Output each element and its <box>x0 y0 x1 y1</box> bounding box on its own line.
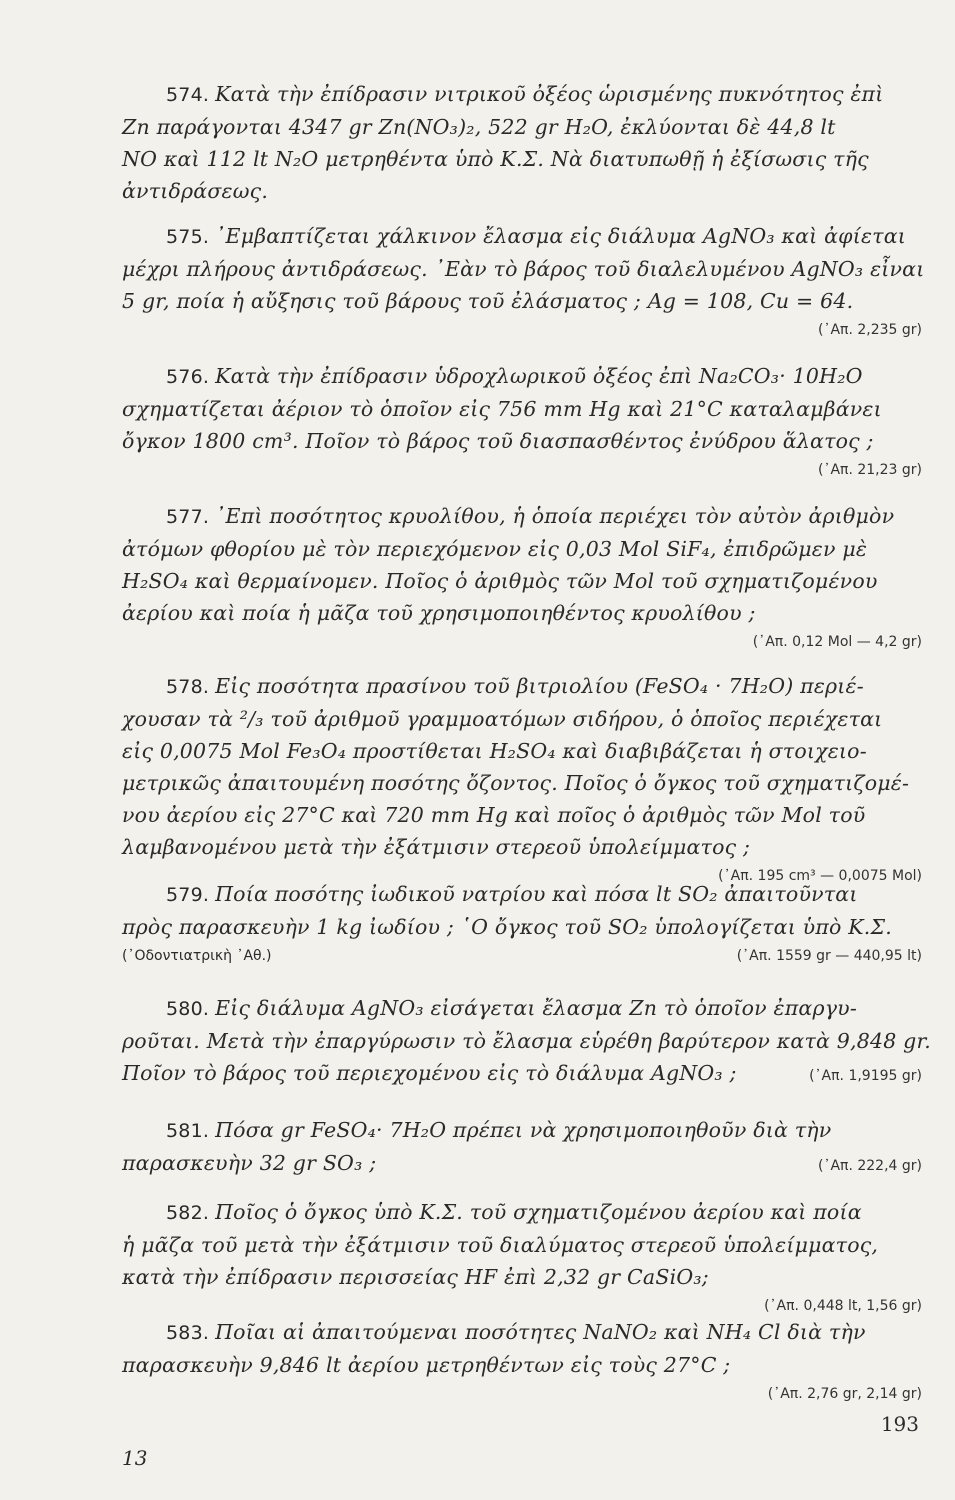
problem-line: μέχρι πλήρους ἀντιδράσεως. ᾿Εὰν τὸ βάρος τοῦ διαλελυμένου AgNO₃ εἶναι <box>122 257 925 281</box>
problem-number: 575. <box>166 226 210 248</box>
problem-line <box>122 1196 922 1229</box>
problem-575 <box>122 220 925 343</box>
problem-line: κατὰ τὴν ἐπίδρασιν περισσείας HF ἐπὶ 2,32 gr CaSiO₃; <box>122 1265 709 1289</box>
problem-line: Ποῖον τὸ βάρος τοῦ περιεχομένου εἰς τὸ διάλυμα AgNO₃ ; <box>122 1061 737 1085</box>
problem-line: λαμβανομένου μετὰ τὴν ἐξάτμισιν στερεοῦ ὑπολείμματος ; <box>122 835 751 859</box>
problem-line: NO καὶ 112 lt N₂O μετρηθέντα ὑπὸ Κ.Σ. Νὰ διατυπωθῇ ἡ ἐξίσωσις τῆς <box>122 147 869 171</box>
problem-line <box>122 1316 922 1349</box>
problem-line: ὄγκον 1800 cm³. Ποῖον τὸ βάρος τοῦ διασπασθέντος ἐνύδρου ἅλατος ; <box>122 429 874 453</box>
problem-579 <box>122 878 922 969</box>
text-answer-row <box>122 1147 922 1179</box>
problem-number: 579. <box>166 884 210 906</box>
problem-line <box>122 992 922 1025</box>
problem-line <box>122 878 922 911</box>
problem-text: Πόσα gr FeSO₄· 7H₂O πρέπει νὰ χρησιμοποιηθοῦν διὰ τὴν <box>215 1118 832 1142</box>
problem-line: παρασκευὴν 9,846 lt ἀερίου μετρηθέντων εἰς τοὺς 27°C ; <box>122 1353 731 1377</box>
problem-text: Ποία ποσότης ἰωδικοῦ νατρίου καὶ πόσα lt SO₂ ἀπαιτοῦνται <box>215 882 858 906</box>
problem-582 <box>122 1196 922 1319</box>
answer: (᾿Απ. 195 cm³ — 0,0075 Mol) <box>718 868 922 884</box>
problem-line: Zn παράγονται 4347 gr Zn(NO₃)₂, 522 gr H₂O, ἐκλύονται δὲ 44,8 lt <box>122 115 836 139</box>
problem-text: Κατὰ τὴν ἐπίδρασιν ὑδροχλωρικοῦ ὀξέος ἐπὶ Na₂CO₃· 10H₂O <box>215 364 863 388</box>
problem-text: Εἰς ποσότητα πρασίνου τοῦ βιτριολίου (FeSO₄ · 7H₂O) περιέ- <box>215 674 864 698</box>
problem-583 <box>122 1316 922 1407</box>
problem-574 <box>122 78 922 207</box>
problem-line: σχηματίζεται ἀέριον τὸ ὁποῖον εἰς 756 mm Hg καὶ 21°C καταλαμβάνει <box>122 397 882 421</box>
problem-line: πρὸς παρασκευὴν 1 kg ἰωδίου ; ῾Ο ὄγκος τοῦ SO₂ ὑπολογίζεται ὑπὸ Κ.Σ. <box>122 915 892 939</box>
problem-line <box>122 1114 922 1147</box>
problem-line <box>122 500 922 533</box>
problem-number: 580. <box>166 998 210 1020</box>
problem-line: 5 gr, ποία ἡ αὔξησις τοῦ βάρους τοῦ ἐλάσματος ; Ag = 108, Cu = 64. <box>122 289 854 313</box>
problem-line: νου ἀερίου εἰς 27°C καὶ 720 mm Hg καὶ ποῖος ὁ ἀριθμὸς τῶν Mol τοῦ <box>122 803 866 827</box>
problem-line: εἰς 0,0075 Mol Fe₃O₄ προστίθεται H₂SO₄ καὶ διαβιβάζεται ἡ στοιχειο- <box>122 739 867 763</box>
answer: (᾿Απ. 222,4 gr) <box>817 1158 922 1174</box>
source-label: (᾿Οδοντιατρικὴ ᾿Αθ.) <box>122 948 272 964</box>
problem-number: 576. <box>166 366 210 388</box>
problem-text: Κατὰ τὴν ἐπίδρασιν νιτρικοῦ ὀξέος ὡρισμένης πυκνότητος ἐπὶ <box>215 82 884 106</box>
answer: (᾿Απ. 0,448 lt, 1,56 gr) <box>764 1298 922 1314</box>
problem-line <box>122 78 922 111</box>
problem-line <box>122 360 922 393</box>
problem-581 <box>122 1114 922 1179</box>
answer: (᾿Απ. 2,76 gr, 2,14 gr) <box>767 1386 922 1402</box>
problem-line <box>122 670 922 703</box>
problem-576 <box>122 360 922 483</box>
answer: (᾿Απ. 1559 gr — 440,95 lt) <box>736 948 922 964</box>
problem-number: 574. <box>166 84 210 106</box>
problem-line: ἀερίου καὶ ποία ἡ μᾶζα τοῦ χρησιμοποιηθέντος κρυολίθου ; <box>122 601 756 625</box>
problem-line: ἡ μᾶζα τοῦ μετὰ τὴν ἐξάτμισιν τοῦ διαλύματος στερεοῦ ὑπολείμματος, <box>122 1233 879 1257</box>
problem-line: H₂SO₄ καὶ θερμαίνομεν. Ποῖος ὁ ἀριθμὸς τῶν Mol τοῦ σχηματιζομένου <box>122 569 878 593</box>
problem-577 <box>122 500 922 655</box>
problem-line: ἀντιδράσεως. <box>122 179 269 203</box>
problem-text: Ποῖος ὁ ὄγκος ὑπὸ Κ.Σ. τοῦ σχηματιζομένου ἀερίου καὶ ποία <box>215 1200 862 1224</box>
problem-line: μετρικῶς ἀπαιτουμένη ποσότης ὄζοντος. Ποῖος ὁ ὄγκος τοῦ σχηματιζομέ- <box>122 771 910 795</box>
problem-line: ροῦται. Μετὰ τὴν ἐπαργύρωσιν τὸ ἔλασμα εὑρέθη βαρύτερον κατὰ 9,848 gr. <box>122 1029 931 1053</box>
problem-number: 582. <box>166 1202 210 1224</box>
answer: (᾿Απ. 1,9195 gr) <box>809 1068 922 1084</box>
answer: (᾿Απ. 2,235 gr) <box>817 322 922 338</box>
problem-line: παρασκευὴν 32 gr SO₃ ; <box>122 1151 377 1175</box>
problem-number: 583. <box>166 1322 210 1344</box>
problem-580 <box>122 992 931 1089</box>
problem-number: 581. <box>166 1120 210 1142</box>
problem-number: 578. <box>166 676 210 698</box>
problem-number: 577. <box>166 506 210 528</box>
problem-text: ᾿Εμβαπτίζεται χάλκινον ἔλασμα εἰς διάλυμα AgNO₃ καὶ ἀφίεται <box>215 224 906 248</box>
problem-578 <box>122 670 922 889</box>
problem-line <box>122 220 922 253</box>
answer: (᾿Απ. 0,12 Mol — 4,2 gr) <box>752 634 922 650</box>
problem-line: χουσαν τὰ ²/₃ τοῦ ἀριθμοῦ γραμμοατόμων σιδήρου, ὁ ὁποῖος περιέχεται <box>122 707 883 731</box>
problem-text: Ποῖαι αἱ ἀπαιτούμεναι ποσότητες NaNO₂ καὶ NH₄ Cl διὰ τὴν <box>215 1320 866 1344</box>
signature-mark: 13 <box>122 1446 148 1470</box>
source-answer-row <box>122 943 922 969</box>
text-answer-row <box>122 1057 922 1089</box>
problem-text: ᾿Επὶ ποσότητος κρυολίθου, ἡ ὁποία περιέχει τὸν αὐτὸν ἀριθμὸν <box>215 504 895 528</box>
problem-line: ἀτόμων φθορίου μὲ τὸν περιεχόμενον εἰς 0,03 Mol SiF₄, ἐπιδρῶμεν μὲ <box>122 537 868 561</box>
problem-text: Εἰς διάλυμα AgNO₃ εἰσάγεται ἔλασμα Zn τὸ ὁποῖον ἐπαργυ- <box>215 996 857 1020</box>
answer: (᾿Απ. 21,23 gr) <box>817 462 922 478</box>
page-number: 193 <box>880 1412 919 1436</box>
